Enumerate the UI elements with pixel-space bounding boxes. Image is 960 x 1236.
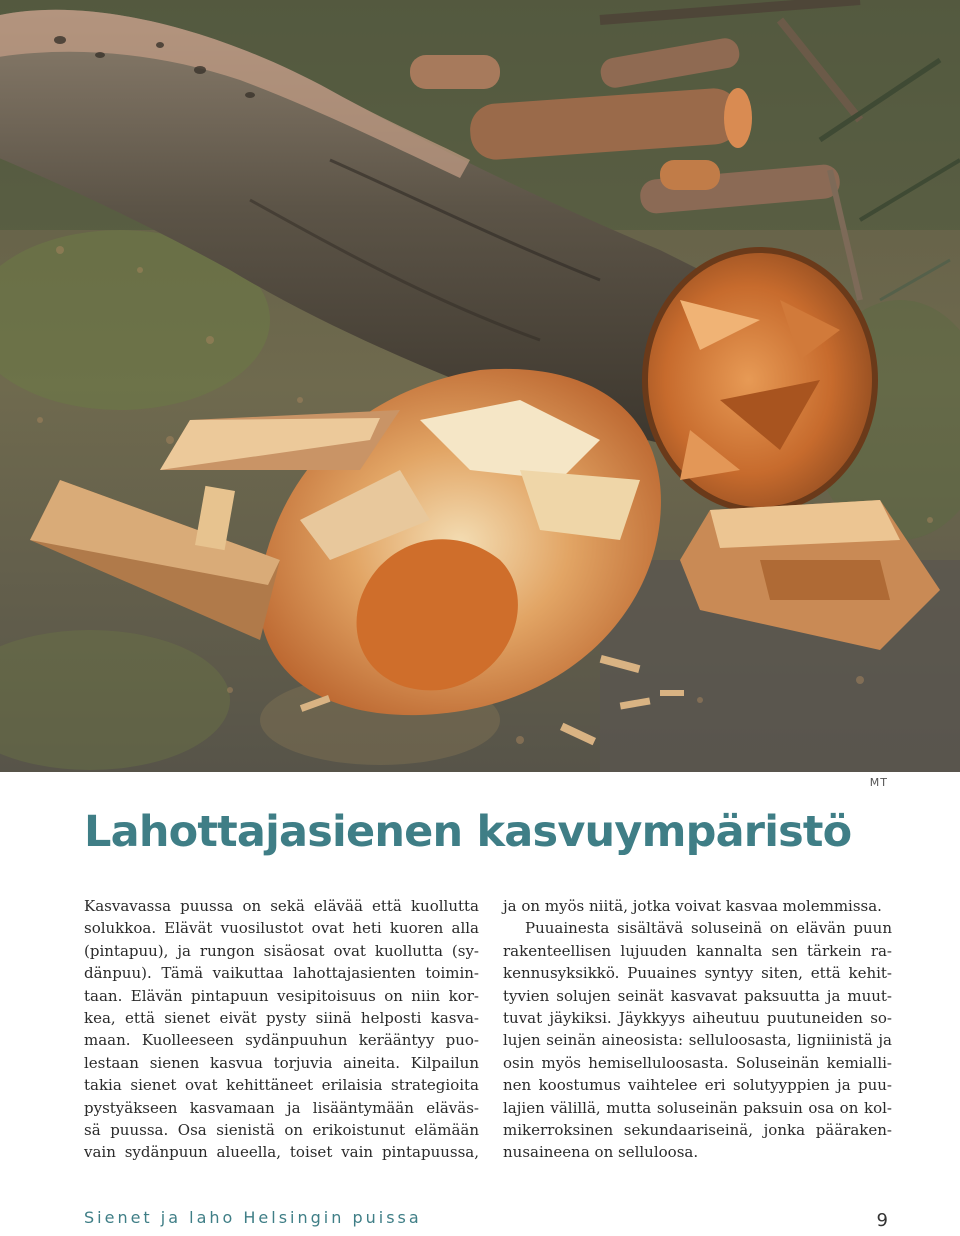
text-line: rakenteellisen lujuuden kannalta sen tärkein ra-	[503, 941, 892, 960]
text-line: solukkoa. Elävät vuosilustot ovat heti kuoren alla	[84, 919, 479, 938]
text-line: nusaineena on selluloosa.	[503, 1143, 699, 1162]
text-line: lajien välillä, mutta soluseinän paksuin osa on kol-	[503, 1098, 892, 1117]
text-line: maan. Kuolleeseen sydänpuuhun kerääntyy puo-	[84, 1031, 479, 1050]
text-line: Puuainesta sisältävä soluseinä on elävän puun	[525, 919, 892, 938]
text-line: taan. Elävän pintapuun vesipitoisuus on niin kor-	[84, 986, 479, 1005]
text-line: lujen seinän aineosista: selluloosasta, ligniinistä ja	[503, 1031, 892, 1050]
text-line: kennusyksikkö. Puuaines syntyy siten, että kehit-	[503, 964, 892, 983]
text-line: takia sienet ovat kehittäneet erilaisia strategioita	[84, 1076, 479, 1095]
article-title: Lahottajasienen kasvuympäristö	[84, 807, 852, 857]
text-line: mikerroksinen sekundaariseinä, jonka pääraken-	[503, 1121, 892, 1140]
text-line: tuvat jäykiksi. Jäykkyys aiheutuu puutuneiden so-	[503, 1009, 892, 1028]
text-line: nen koostumus vaihtelee eri solutyyppien ja puu-	[503, 1076, 892, 1095]
broken-stump	[645, 250, 875, 510]
text-line: sä puussa. Osa sienistä on erikoistunut elämään	[84, 1121, 479, 1140]
article-right-column	[503, 895, 892, 1164]
text-line: lestaan sienen kasvua torjuvia aineita. Kilpailun	[84, 1053, 479, 1072]
text-line: vain sydänpuun alueella, toiset vain pintapuussa,	[84, 1143, 479, 1162]
text-line: kea, että sienet eivät pysty siinä helposti kasva-	[84, 1009, 479, 1028]
text-line: (pintapuu), ja rungon sisäosat ovat kuollutta (sy-	[84, 941, 479, 960]
publication-title: Sienet ja laho Helsingin puissa	[84, 1208, 422, 1227]
text-line: dänpuu). Tämä vaikuttaa lahottajasienten toimin-	[84, 964, 479, 983]
text-line: pystyäkseen kasvamaan ja lisääntymään eläväs-	[84, 1098, 479, 1117]
text-line: ja on myös niitä, jotka voivat kasvaa molemmissa.	[503, 897, 882, 915]
text-line: Kasvavassa puussa on sekä elävää että kuollutta	[84, 897, 479, 915]
article-left-column	[84, 895, 479, 1164]
text-line: tyvien solujen seinät kasvavat paksuutta ja muut-	[503, 986, 892, 1005]
text-line: osin myös hemiselluloosasta. Soluseinän kemialli-	[503, 1053, 892, 1072]
page-number: 9	[876, 1210, 888, 1231]
photo-credit: MT	[869, 776, 888, 789]
